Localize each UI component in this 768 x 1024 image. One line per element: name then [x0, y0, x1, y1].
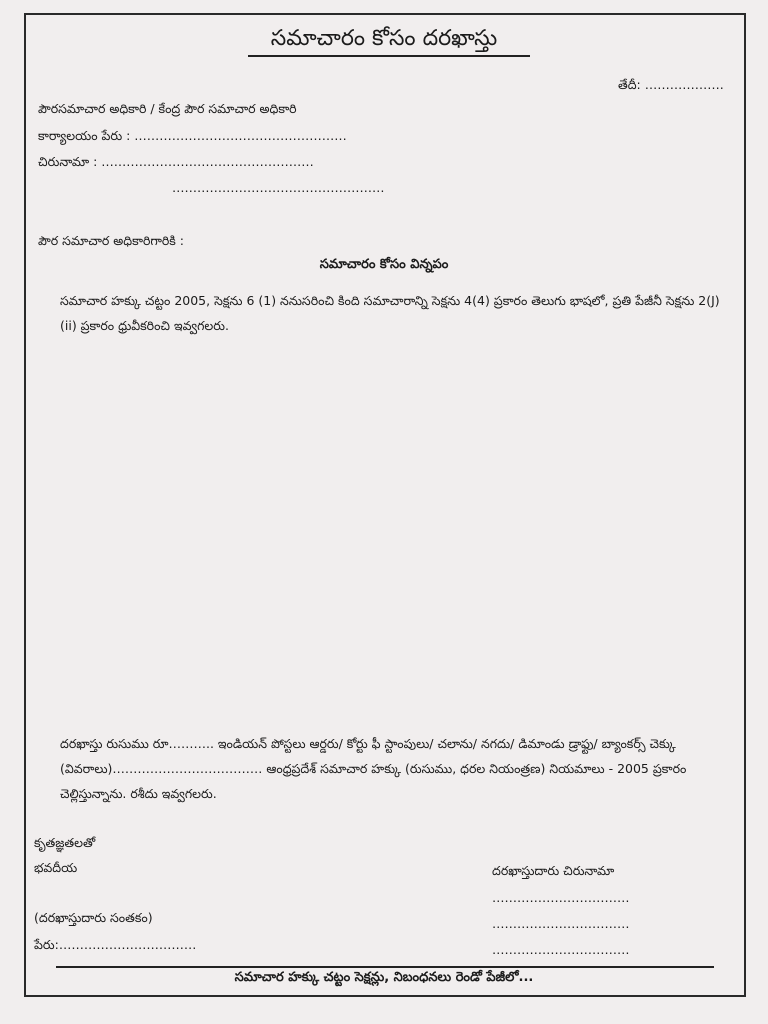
- applicant-address-label: దరఖాస్తుదారు చిరునామా: [492, 863, 615, 878]
- title-underline: [248, 55, 530, 57]
- signature-label: (దరఖాస్తుదారు సంతకం): [34, 910, 153, 925]
- yours-line: భవదీయ: [34, 860, 78, 875]
- address-field: చిరునామా : ……………………………………………: [38, 154, 314, 169]
- fee-paragraph: దరఖాస్తు రుసుము రూ……….. ఇండియన్ పోస్టలు ఆర్డరు/ కోర్టు ఫీ స్టాంపులు/ చలాను/ నగదు/ డిమాండు డ్రాఫ్టు/ బ్యాంకర్స్ చెక్కు (వివరాలు)……………………………… ఆంధ్రప్రదేశ్ సమాచార హక్కు (రుసుము, ధరల నియంత్రణ) నియమాలు - 2005 ప్రకారం చెల్లిస్తున్నాను. రశీదు ఇవ్వగలరు.: [60, 736, 687, 801]
- address-field-continuation: ……………………………………………: [172, 180, 385, 195]
- applicant-address-line: ……………………………: [492, 942, 630, 957]
- request-paragraph: సమాచార హక్కు చట్టం 2005, సెక్షను 6 (1) ననుసరించి కింది సమాచారాన్ని సెక్షను 4(4) ప్రకారం తెలుగు భాషలో, ప్రతి పేజీనీ సెక్షను 2(J)(ii) ప్రకారం ధ్రువీకరించి ఇవ్వగలరు.: [60, 293, 720, 333]
- date-field: తేదీ: ……………….: [618, 77, 724, 92]
- thanks-line: కృతజ్ఞతలతో: [34, 835, 96, 850]
- subject-heading: సమాచారం కోసం విన్నపం: [319, 257, 449, 272]
- applicant-address-line: ……………………………: [492, 890, 630, 905]
- officer-designation: పౌరసమాచార అధికారి / కేంద్ర పౌర సమాచార అధికారి: [38, 101, 297, 116]
- footer-note: సమాచార హక్కు చట్టం సెక్షన్లు, నిబంధనలు రెండో పేజీలో...: [234, 970, 534, 985]
- applicant-address-line: ……………………………: [492, 916, 630, 931]
- to-officer-label: పౌర సమాచార అధికారిగారికి :: [38, 233, 185, 248]
- footer-rule: [56, 966, 714, 968]
- form-title: సమాచారం కోసం దరఖాస్తు: [270, 26, 498, 51]
- office-name-field: కార్యాలయం పేరు : ……………………………………………: [38, 128, 347, 143]
- name-field: పేరు:……………………………: [34, 937, 197, 952]
